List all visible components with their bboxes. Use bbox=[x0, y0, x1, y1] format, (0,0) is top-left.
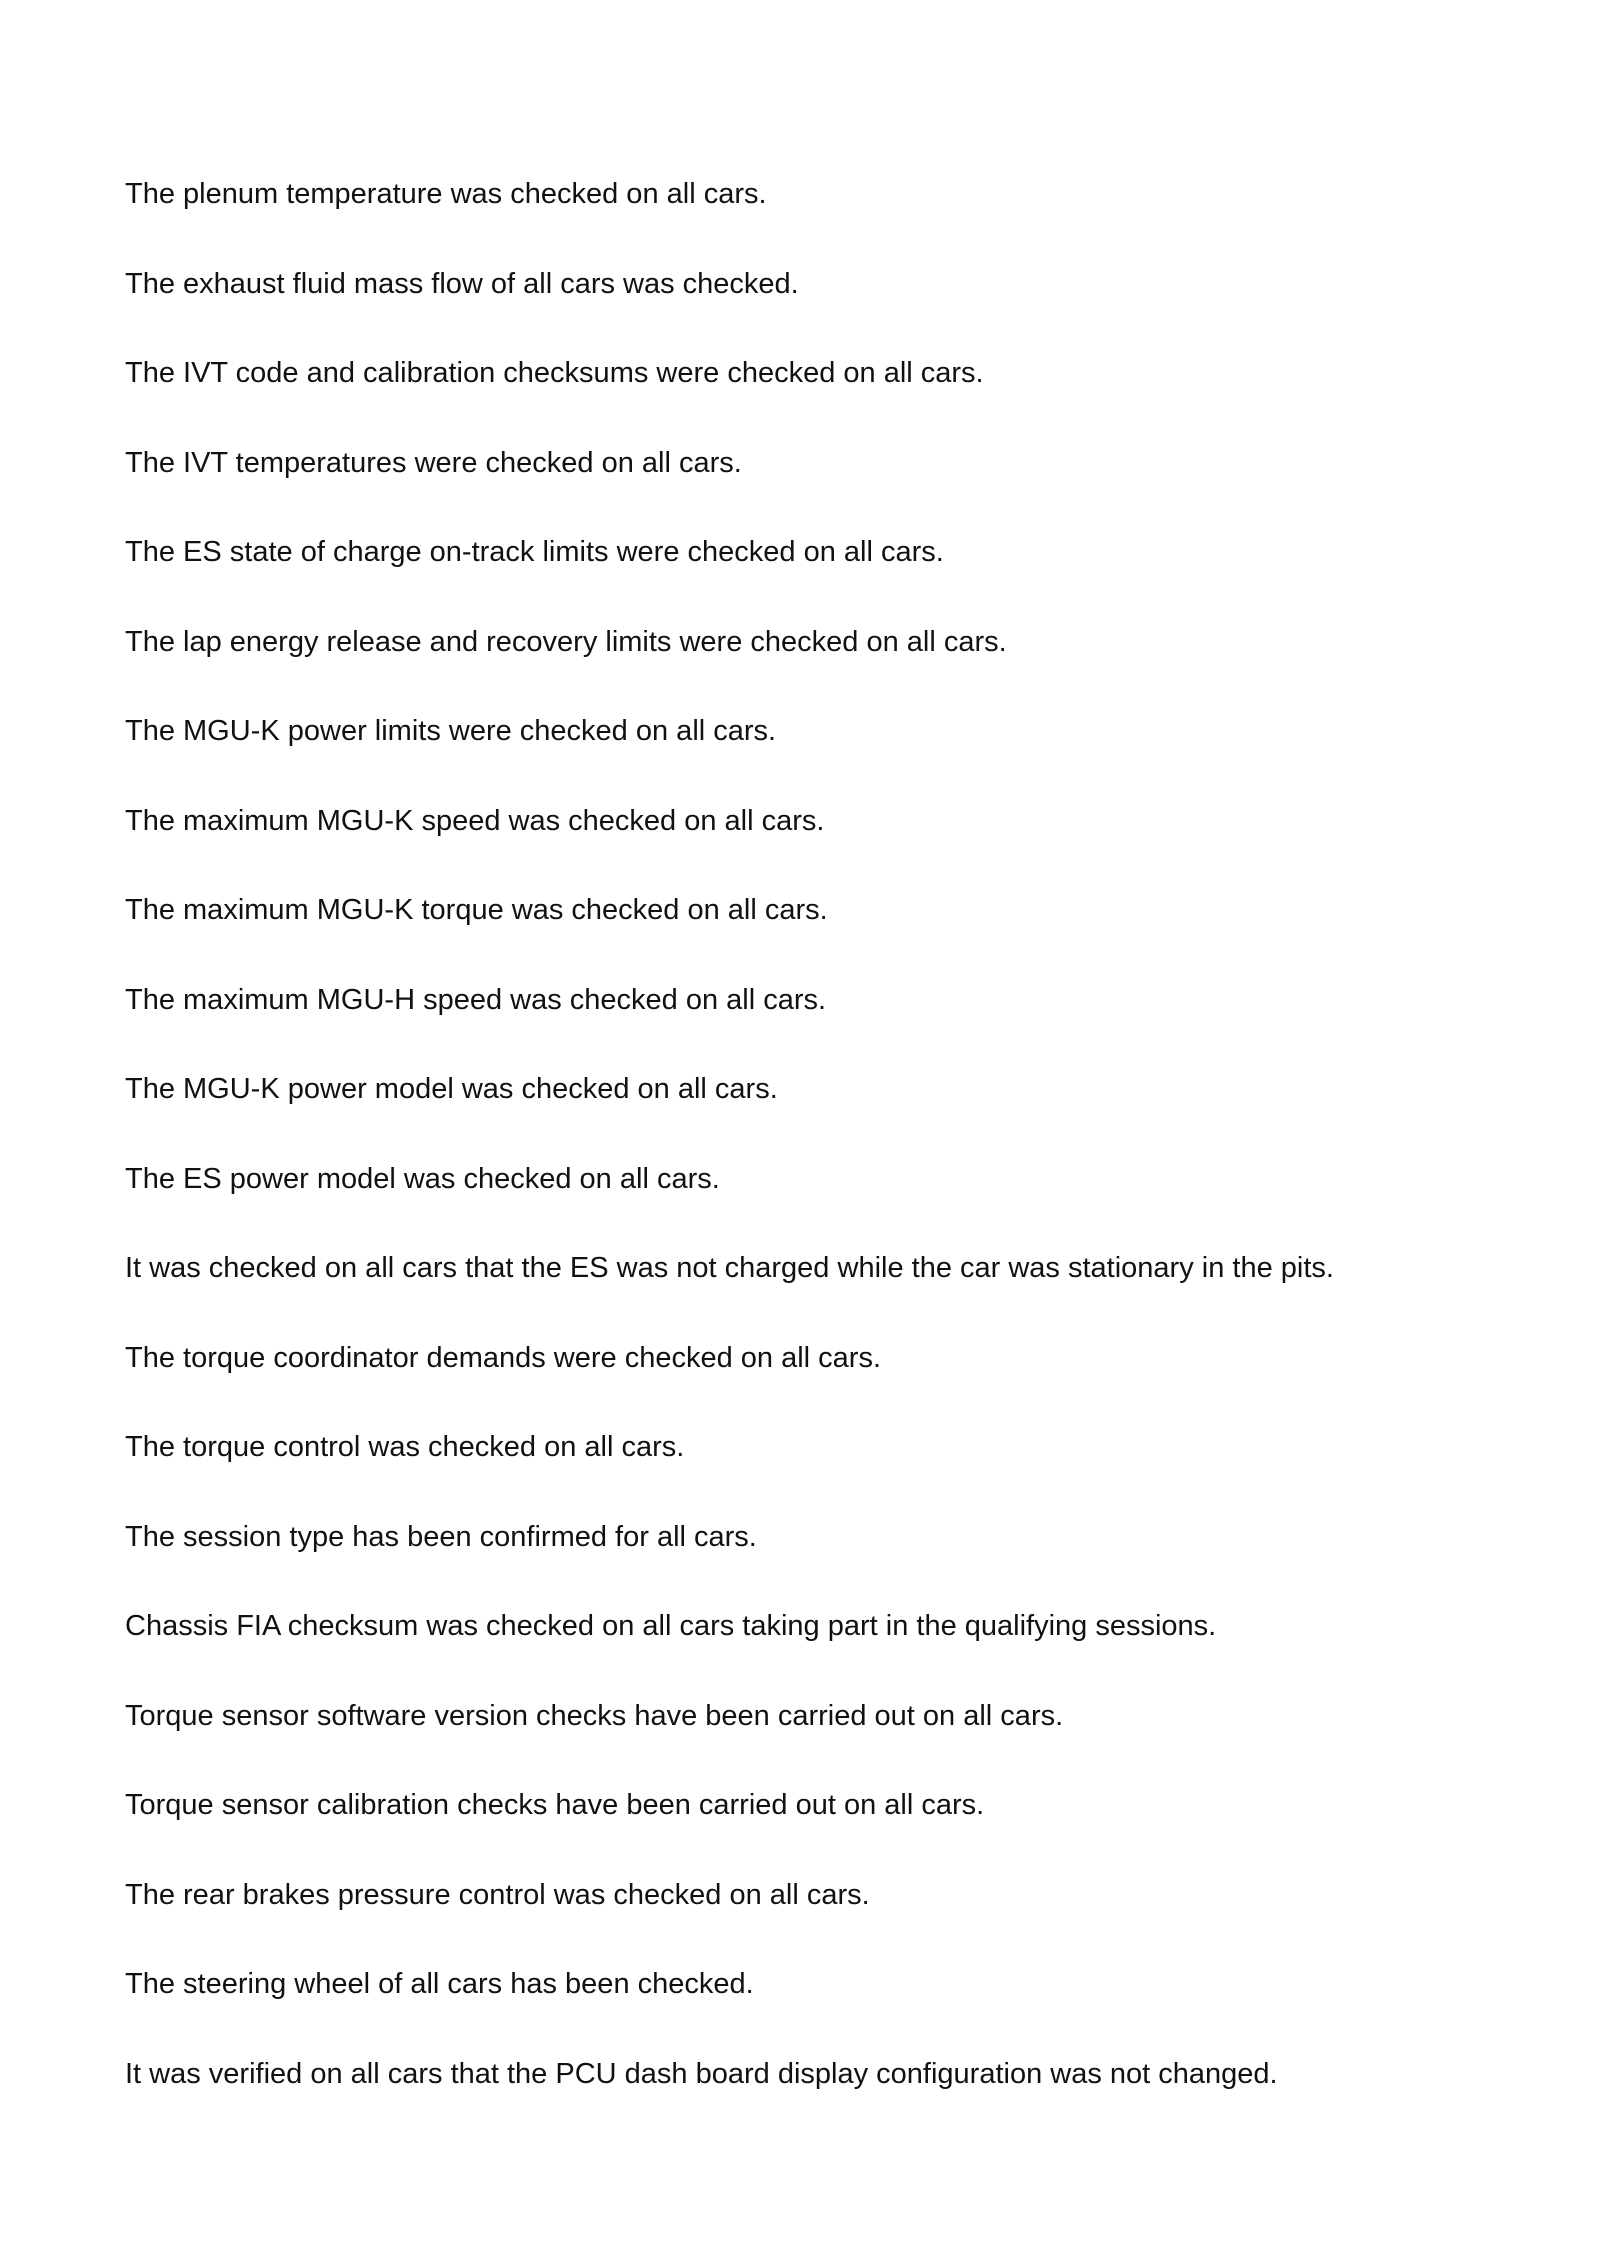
check-line: The session type has been confirmed for all cars. bbox=[125, 1520, 757, 1553]
check-line: The IVT temperatures were checked on all cars. bbox=[125, 446, 742, 479]
check-line: It was verified on all cars that the PCU dash board display configuration was not changed. bbox=[125, 2057, 1278, 2090]
check-line: The maximum MGU-K torque was checked on all cars. bbox=[125, 894, 828, 926]
check-line: The exhaust fluid mass flow of all cars was checked. bbox=[125, 267, 799, 300]
checks-list bbox=[125, 174, 1525, 2143]
check-line: The lap energy release and recovery limits were checked on all cars. bbox=[125, 625, 1007, 658]
check-line: Torque sensor calibration checks have been carried out on all cars. bbox=[125, 1789, 985, 1821]
check-line: The steering wheel of all cars has been checked. bbox=[125, 1968, 754, 2000]
check-line: The plenum temperature was checked on all cars. bbox=[125, 178, 767, 210]
check-line: The MGU-K power model was checked on all cars. bbox=[125, 1073, 778, 1105]
check-line: The torque control was checked on all cars. bbox=[125, 1431, 685, 1463]
check-line: The torque coordinator demands were checked on all cars. bbox=[125, 1341, 882, 1374]
check-line: The maximum MGU-K speed was checked on all cars. bbox=[125, 804, 825, 837]
check-line: Torque sensor software version checks have been carried out on all cars. bbox=[125, 1699, 1064, 1732]
check-line: Chassis FIA checksum was checked on all cars taking part in the qualifying sessions. bbox=[125, 1610, 1217, 1642]
check-line: The ES state of charge on-track limits were checked on all cars. bbox=[125, 536, 944, 568]
check-line: The maximum MGU-H speed was checked on all cars. bbox=[125, 983, 827, 1016]
check-line: The ES power model was checked on all cars. bbox=[125, 1162, 720, 1195]
check-line: The rear brakes pressure control was checked on all cars. bbox=[125, 1878, 870, 1911]
check-line: It was checked on all cars that the ES was not charged while the car was stationary in the pits. bbox=[125, 1252, 1334, 1284]
check-line: The MGU-K power limits were checked on all cars. bbox=[125, 715, 777, 747]
check-line: The IVT code and calibration checksums were checked on all cars. bbox=[125, 357, 984, 389]
